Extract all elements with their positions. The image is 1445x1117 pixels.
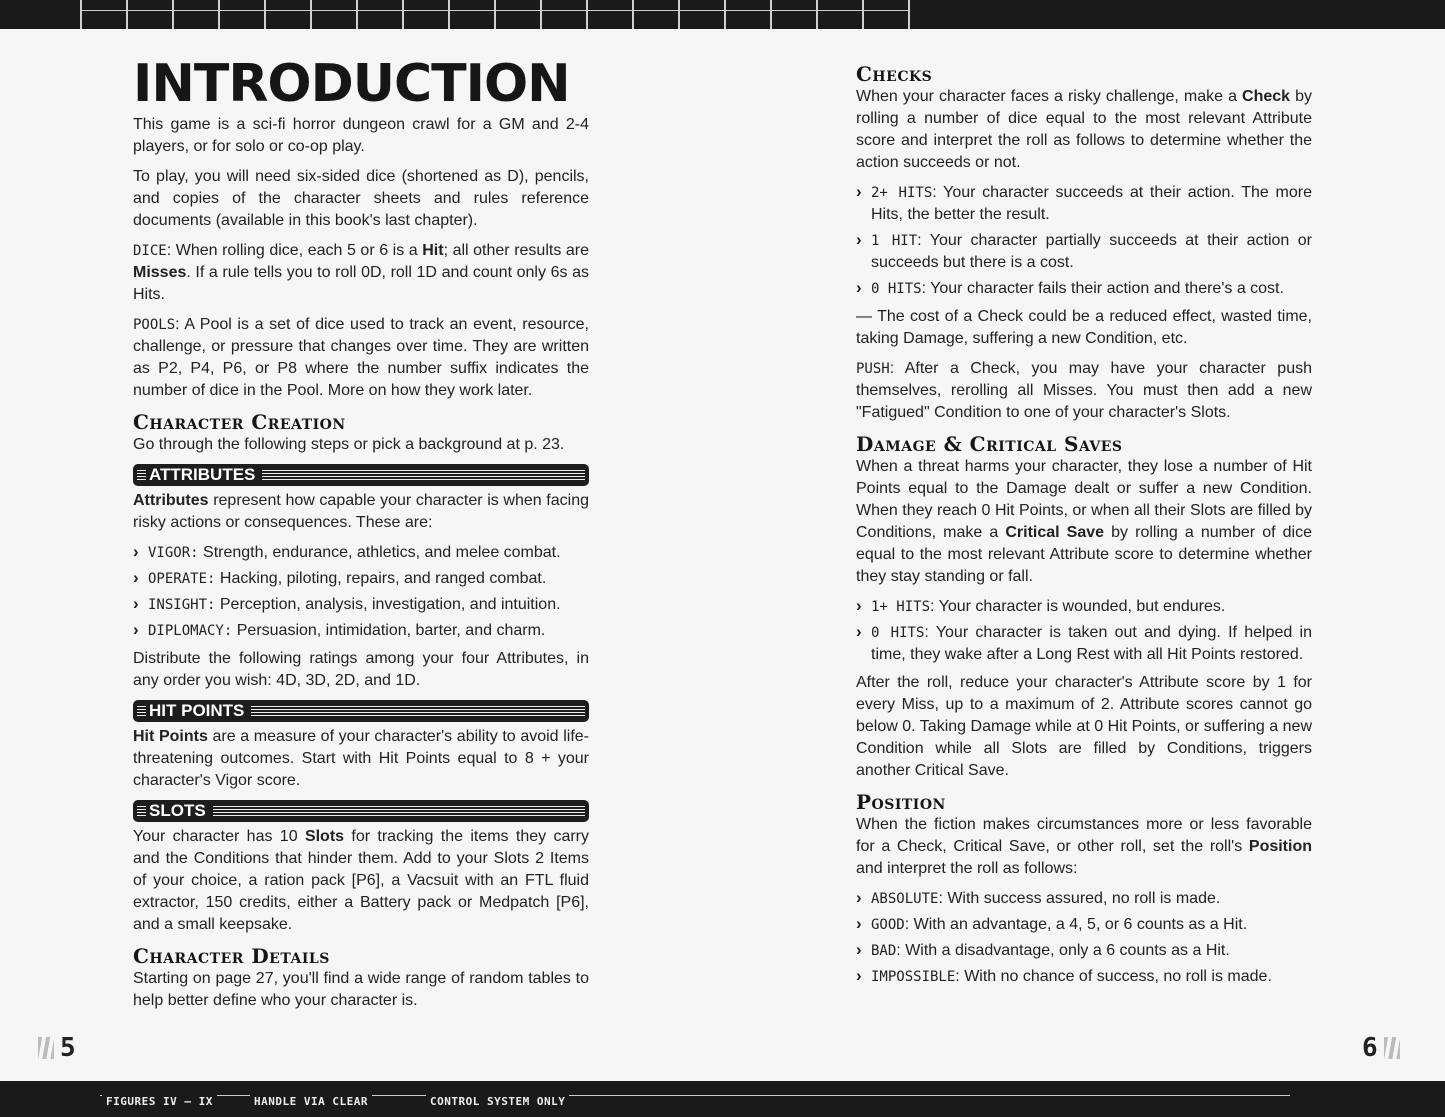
dice-hit-term: Hit — [422, 242, 444, 259]
checks-paragraph — [856, 86, 1312, 174]
hit-points-term: Hit Points — [133, 728, 208, 745]
attribute-list — [133, 542, 589, 642]
hit-points-banner — [133, 700, 589, 722]
position-heading: Position — [856, 790, 946, 814]
position-text-b: and interpret the roll as follows: — [856, 860, 1078, 877]
list-item-keyword: IMPOSSIBLE — [871, 969, 956, 985]
list-item — [856, 182, 1312, 226]
attributes-banner — [133, 464, 589, 486]
slots-text-a: Your character has 10 — [133, 828, 305, 845]
list-item — [856, 622, 1312, 666]
checks-text-b: by rolling a number of dice equal to the most relevant Attribute score and interpret the roll as follows to determine whether the action succeeds or not. — [856, 88, 1313, 171]
list-item-text: : Your character is taken out and dying. If helped in time, they wake after a Long Rest with all Hit Points restored. — [871, 624, 1312, 663]
character-details-heading: Character Details — [133, 944, 330, 968]
attributes-term: Attributes — [133, 492, 209, 509]
list-item-text: : With a disadvantage, only a 6 counts as a Hit. — [896, 942, 1230, 959]
list-item — [133, 620, 589, 642]
position-paragraph — [856, 814, 1312, 880]
list-item — [856, 940, 1312, 962]
pools-paragraph — [133, 314, 589, 402]
pools-keyword: POOLS — [133, 317, 176, 333]
list-item-keyword: DIPLOMACY: — [148, 623, 233, 639]
list-item — [133, 542, 589, 564]
banner-stripe — [137, 470, 146, 481]
list-item-text: Persuasion, intimidation, barter, and charm. — [232, 622, 546, 639]
list-item-text: : Your character succeeds at their action. The more Hits, the better the result. — [871, 184, 1312, 223]
list-item-text: : Your character fails their action and there's a cost. — [921, 280, 1284, 297]
left-page-column — [133, 56, 589, 1020]
right-page-column — [856, 62, 1312, 994]
slots-text-b: for tracking the items they carry and the Conditions that hinder them. Add to your Slots 2 Items of your choice, a ration pack [P6], a Vacsuit with an FTL fluid extractor, 150 credits, either a Battery pack or Medpatch [P6], and a small keepsake. — [133, 828, 589, 933]
dice-paragraph — [133, 240, 589, 306]
page-title: INTRODUCTION — [133, 54, 570, 114]
damage-paragraph — [856, 456, 1312, 588]
list-item — [856, 278, 1312, 300]
critical-save-term: Critical Save — [1005, 524, 1105, 541]
list-item-text: : With success assured, no roll is made. — [938, 890, 1221, 907]
dice-miss-term: Misses — [133, 264, 187, 281]
distribute-paragraph: Distribute the following ratings among your four Attributes, in any order you wish: 4D, 3D, 2D, and 1D. — [133, 650, 589, 689]
cost-paragraph: — The cost of a Check could be a reduced effect, wasted time, taking Damage, suffering a new Condition, etc. — [856, 308, 1312, 347]
list-item-text: : With no chance of success, no roll is made. — [955, 968, 1272, 985]
bottom-bar — [0, 1081, 1445, 1117]
left-page-number-text: 5 — [60, 1033, 76, 1063]
list-item-keyword: VIGOR: — [148, 545, 199, 561]
right-page-number — [1362, 1033, 1400, 1063]
list-item — [856, 888, 1312, 910]
right-page-number-text: 6 — [1362, 1033, 1378, 1063]
list-item-keyword: 0 HITS — [871, 281, 922, 297]
list-item-text: : Your character is wounded, but endures. — [930, 598, 1226, 615]
list-item-keyword: BAD — [871, 943, 897, 959]
attributes-paragraph — [133, 490, 589, 534]
top-grid-decoration — [80, 0, 910, 29]
intro-paragraph-2: To play, you will need six-sided dice (shortened as D), pencils, and copies of the character sheets and rules reference documents (available in this book's last chapter). — [133, 168, 589, 229]
attributes-text: represent how capable your character is when facing risky actions or consequences. These are: — [133, 492, 589, 531]
save-results-list — [856, 596, 1312, 666]
list-item-keyword: OPERATE: — [148, 571, 216, 587]
damage-text-a: When a threat harms your character, they lose a number of Hit Points equal to the Damage dealt or suffer a new Condition. When they reach 0 Hit Points, or when all their Slots are filled by Conditions, make a — [856, 458, 1312, 541]
footer-caption-right: CONTROL SYSTEM ONLY — [426, 1095, 569, 1108]
list-item-keyword: 1+ HITS — [871, 599, 931, 615]
dice-text-b: ; all other results are — [443, 242, 589, 259]
list-item — [856, 914, 1312, 936]
footer-caption-left: FIGURES IV – IX — [102, 1095, 217, 1108]
push-keyword: PUSH — [856, 361, 890, 377]
list-item-keyword: 1 HIT — [871, 233, 918, 249]
push-text: : After a Check, you may have your character push themselves, rerolling all Misses. You must then add a new "Fatigued" Condition to one of your character's Slots. — [856, 360, 1312, 421]
damage-heading: Damage & Critical Saves — [856, 432, 1123, 456]
check-results-list — [856, 182, 1312, 300]
slots-paragraph — [133, 826, 589, 936]
intro-paragraph-1: This game is a sci-fi horror dungeon crawl for a GM and 2-4 players, or for solo or co-op play. — [133, 116, 589, 155]
hit-points-paragraph — [133, 726, 589, 792]
footer-caption-mid: HANDLE VIA CLEAR — [250, 1095, 372, 1108]
list-item-keyword: GOOD — [871, 917, 905, 933]
page-number-decoration — [38, 1037, 54, 1059]
damage-text-b: by rolling a number of dice equal to the most relevant Attribute score to determine whether they stay standing or fall. — [856, 524, 1313, 585]
banner-stripe — [213, 806, 585, 817]
list-item-keyword: 2+ HITS — [871, 185, 933, 201]
checks-heading: Checks — [856, 62, 933, 86]
list-item-keyword: 0 HITS — [871, 625, 925, 641]
banner-stripe — [137, 706, 146, 717]
position-list — [856, 888, 1312, 988]
position-text-a: When the fiction makes circumstances more or less favorable for a Check, Critical Save, or other roll, set the roll's — [856, 816, 1312, 855]
banner-stripe — [262, 470, 585, 481]
page-number-decoration — [1384, 1037, 1400, 1059]
check-term: Check — [1242, 88, 1291, 105]
list-item-keyword: ABSOLUTE — [871, 891, 939, 907]
banner-stripe — [251, 706, 585, 717]
after-roll-paragraph: After the roll, reduce your character's Attribute score by 1 for every Miss, up to a maximum of 2. Attribute scores cannot go below 0. Taking Damage while at 0 Hit Points, or suffering a new Condition while all Slots are filled by Conditions, triggers another Critical Save. — [856, 674, 1312, 779]
list-item — [856, 230, 1312, 274]
character-details-text: Starting on page 27, you'll find a wide range of random tables to help better define who your character is. — [133, 970, 589, 1009]
push-paragraph — [856, 358, 1312, 424]
list-item-keyword: INSIGHT: — [148, 597, 216, 613]
hit-points-banner-label: HIT POINTS — [149, 701, 245, 720]
character-creation-heading: Character Creation — [133, 410, 346, 434]
checks-text-a: When your character faces a risky challenge, make a — [856, 88, 1243, 105]
list-item — [133, 594, 589, 616]
dice-text-a: : When rolling dice, each 5 or 6 is a — [166, 242, 423, 259]
pools-text: : A Pool is a set of dice used to track an event, resource, challenge, or pressure that changes over time. They are written as P2, P4, P6, or P8 where the number suffix indicates the number of dice in the Pool. More on how they work later. — [133, 316, 589, 399]
dice-text-c: . If a rule tells you to roll 0D, roll 1D and count only 6s as Hits. — [133, 264, 589, 303]
slots-banner — [133, 800, 589, 822]
position-term: Position — [1248, 838, 1312, 855]
slots-banner-label: SLOTS — [149, 801, 206, 820]
left-page-number — [38, 1033, 76, 1063]
list-item — [856, 596, 1312, 618]
banner-stripe — [137, 806, 146, 817]
top-bar — [0, 0, 1445, 29]
slots-term: Slots — [304, 828, 345, 845]
list-item-text: : Your character partially succeeds at their action or succeeds but there is a cost. — [871, 232, 1313, 271]
list-item — [133, 568, 589, 590]
attributes-banner-label: ATTRIBUTES — [149, 465, 256, 484]
list-item-text: : With an advantage, a 4, 5, or 6 counts as a Hit. — [904, 916, 1248, 933]
list-item-text: Strength, endurance, athletics, and melee combat. — [198, 544, 561, 561]
list-item — [856, 966, 1312, 988]
character-creation-text: Go through the following steps or pick a background at p. 23. — [133, 436, 565, 453]
list-item-text: Hacking, piloting, repairs, and ranged combat. — [215, 570, 547, 587]
dice-keyword: DICE — [133, 243, 167, 259]
list-item-text: Perception, analysis, investigation, and intuition. — [215, 596, 561, 613]
hit-points-text: are a measure of your character's ability to avoid life-threatening outcomes. Start with Hit Points equal to 8 + your character's Vigor score. — [133, 728, 589, 789]
